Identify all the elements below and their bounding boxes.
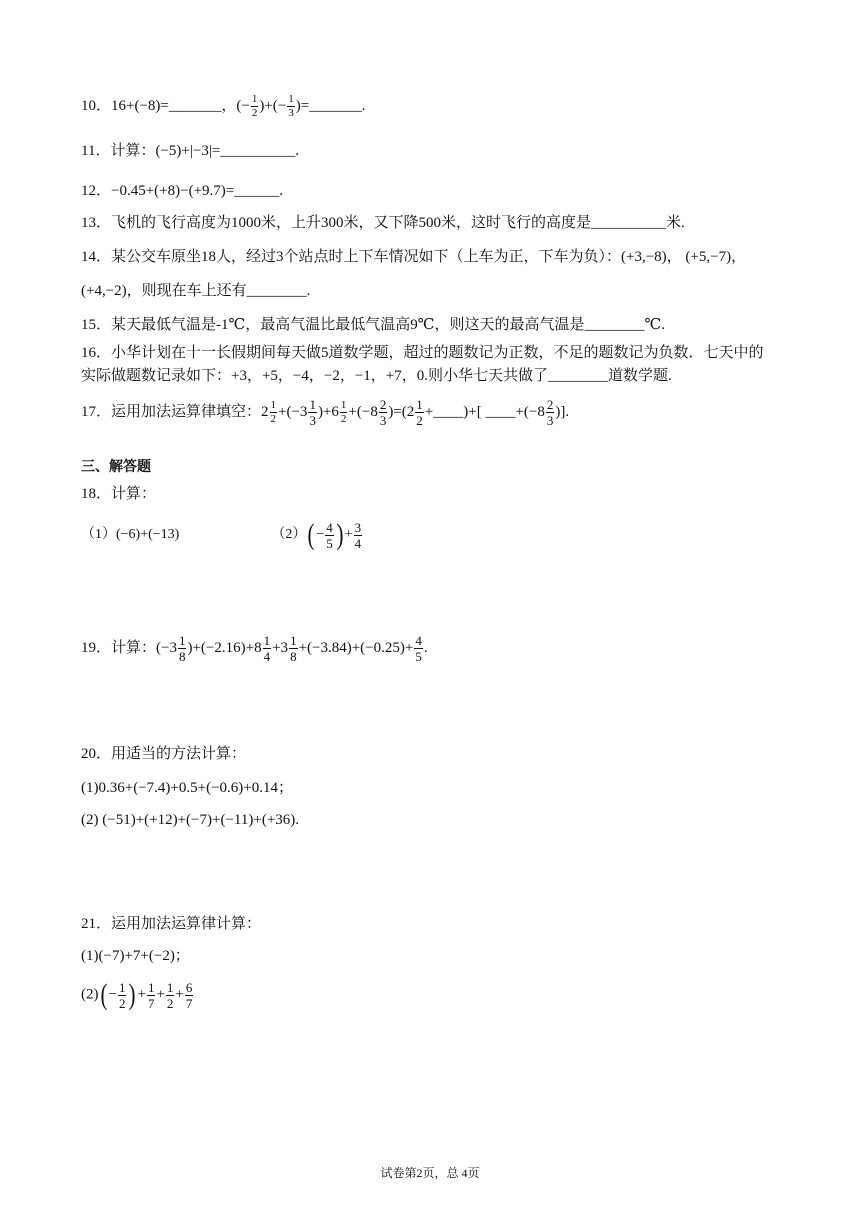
question-15: 15．某天最低气温是-1℃，最高气温比最低气温高9℃，则这天的最高气温是________℃. — [81, 317, 666, 333]
question-16-line2: 实际做题数记录如下：+3，+5，−4，−2，−1，+7，0.则小华七天共做了________道数学题. — [81, 368, 672, 384]
fraction: $\frac{1}{3}$ — [309, 397, 316, 428]
question-18-parts: （1）(−6)+(−13) （2）( − $\frac{4}{5}$ ) + $\frac{3}{4}$ — [81, 518, 362, 551]
fraction: $\frac{2}{3}$ — [546, 397, 554, 428]
section-3-title: 三、解答题 — [81, 458, 151, 474]
question-20-title: 20．用适当的方法计算： — [81, 746, 247, 762]
page-footer: 试卷第2页，总 4页 — [380, 1166, 480, 1180]
question-10: 10．16+(−8)=_______，(− $\frac{1}{2}$ )+(− $\frac{1}{3}$ )=_______. — [81, 93, 366, 119]
fraction: $\frac{1}{2}$ — [118, 979, 126, 1011]
fraction: $\frac{1}{2}$ — [340, 399, 347, 425]
fraction: $\frac{1}{3}$ — [288, 93, 294, 119]
fraction: $\frac{1}{7}$ — [147, 979, 155, 1011]
question-11: 11．计算：(−5)+|−3|=__________. — [81, 143, 300, 159]
fraction: $\frac{4}{5}$ — [415, 633, 422, 664]
fraction: $\frac{1}{2}$ — [270, 399, 277, 425]
fraction: $\frac{1}{2}$ — [416, 397, 423, 428]
fraction: $\frac{2}{3}$ — [379, 397, 387, 428]
question-14-line1: 14．某公交车原坐18人，经过3个站点时上下车情况如下（上车为正，下车为负）：(+3,−8)， (+5,−7)， — [81, 249, 747, 265]
question-21-part-2: (2)( − $\frac{1}{2}$ ) + $\frac{1}{7}$ + $\frac{1}{2}$ + $\frac{6}{7}$ — [81, 978, 193, 1011]
question-21-title: 21．运用加法运算律计算： — [81, 916, 262, 932]
fraction: $\frac{4}{5}$ — [326, 519, 333, 551]
question-13: 13．飞机的飞行高度为1000米，上升300米，又下降500米，这时飞行的高度是__________米. — [81, 215, 685, 231]
question-17: 17．运用加法运算律填空：2 $\frac{1}{2}$ +(−3 $\frac{1}{3}$ )+6 $\frac{1}{2}$ +(−8 $\frac{2}{3}$ )=(2 $\frac{1}{2}$ +____)+[ ____+(−8 $\frac{2}{3}$ )]. — [81, 397, 570, 428]
fraction: $\frac{1}{4}$ — [263, 633, 271, 664]
fraction: $\frac{1}{8}$ — [178, 633, 186, 664]
fraction: $\frac{1}{2}$ — [251, 93, 258, 119]
question-12: 12．−0.45+(+8)−(+9.7)=______. — [81, 183, 283, 199]
question-21-part-1: (1)(−7)+7+(−2)； — [81, 948, 190, 964]
question-18-part-1: （1）(−6)+(−13) — [81, 527, 180, 543]
fraction: $\frac{1}{2}$ — [166, 979, 174, 1011]
fraction: $\frac{1}{8}$ — [290, 633, 297, 664]
question-19: 19．计算：(−3 $\frac{1}{8}$ )+(−2.16)+8 $\frac{1}{4}$ +3 $\frac{1}{8}$ +(−3.84)+(−0.25)+ $\frac{4}{5}$ . — [81, 633, 428, 664]
question-20-part-1: (1)0.36+(−7.4)+0.5+(−0.6)+0.14； — [81, 780, 293, 796]
question-18-part-2: （2） — [271, 527, 307, 543]
question-16-line1: 16．小华计划在十一长假期间每天做5道数学题，超过的题数记为正数，不足的题数记为负数．七天中的 — [81, 345, 764, 361]
fraction: $\frac{3}{4}$ — [354, 519, 362, 551]
question-20-part-2: (2) (−51)+(+12)+(−7)+(−11)+(+36). — [81, 812, 300, 828]
fraction: $\frac{6}{7}$ — [185, 979, 193, 1011]
question-14-line2: (+4,−2)，则现在车上还有________. — [81, 283, 311, 299]
question-18-title: 18．计算： — [81, 486, 157, 502]
